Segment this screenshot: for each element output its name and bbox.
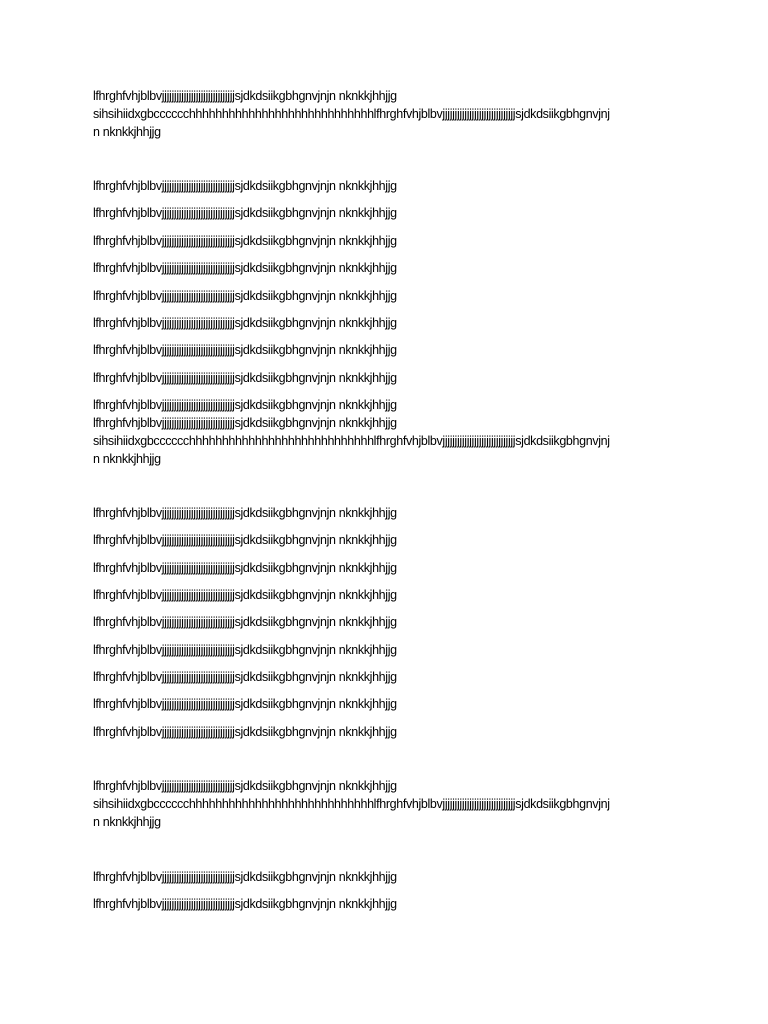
text-line-21: lfhrghfvhjblbvjjjjjjjjjjjjjjjjjjjjjjjjjjjjjjsjdkdsiikgbhgnvjnjn nknkkjhhjjg (93, 870, 397, 884)
text-block-10: lfhrghfvhjblbvjjjjjjjjjjjjjjjjjjjjjjjjjjjjjjsjdkdsiikgbhgnvjnjn nknkkjhhjjg lfhrghfvhjblbvjjjjjjjjjjjjjjjjjjjjjjjjjjjjjjsjdkdsiikgbhgnvjnjn nknkkjhhjjg sihsihiidxgbcccccchhhhhhhhhhhhhhhhhhhhhhhhhhhhlfhrghfvhjblbvjjjjjjjjjjjjjjjjjjjjjjjjjjjjjjsjdkdsiikgbhgnvjnj n nknkkjhhjjg (93, 398, 610, 466)
text-line-16: lfhrghfvhjblbvjjjjjjjjjjjjjjjjjjjjjjjjjjjjjjsjdkdsiikgbhgnvjnjn nknkkjhhjjg (93, 643, 397, 657)
text-line-7: lfhrghfvhjblbvjjjjjjjjjjjjjjjjjjjjjjjjjjjjjjsjdkdsiikgbhgnvjnjn nknkkjhhjjg (93, 316, 397, 330)
text-line-3: lfhrghfvhjblbvjjjjjjjjjjjjjjjjjjjjjjjjjjjjjjsjdkdsiikgbhgnvjnjn nknkkjhhjjg (93, 206, 397, 220)
text-line-6: lfhrghfvhjblbvjjjjjjjjjjjjjjjjjjjjjjjjjjjjjjsjdkdsiikgbhgnvjnjn nknkkjhhjjg (93, 289, 397, 303)
text-line-12: lfhrghfvhjblbvjjjjjjjjjjjjjjjjjjjjjjjjjjjjjjsjdkdsiikgbhgnvjnjn nknkkjhhjjg (93, 533, 397, 547)
text-line-19: lfhrghfvhjblbvjjjjjjjjjjjjjjjjjjjjjjjjjjjjjjsjdkdsiikgbhgnvjnjn nknkkjhhjjg (93, 725, 397, 739)
text-block-20: lfhrghfvhjblbvjjjjjjjjjjjjjjjjjjjjjjjjjjjjjjsjdkdsiikgbhgnvjnjn nknkkjhhjjg sihsihiidxgbcccccchhhhhhhhhhhhhhhhhhhhhhhhhhhhlfhrghfvhjblbvjjjjjjjjjjjjjjjjjjjjjjjjjjjjjjsjdkdsiikgbhgnvjnj n nknkkjhhjjg (93, 779, 610, 829)
text-line-15: lfhrghfvhjblbvjjjjjjjjjjjjjjjjjjjjjjjjjjjjjjsjdkdsiikgbhgnvjnjn nknkkjhhjjg (93, 615, 397, 629)
text-line-13: lfhrghfvhjblbvjjjjjjjjjjjjjjjjjjjjjjjjjjjjjjsjdkdsiikgbhgnvjnjn nknkkjhhjjg (93, 561, 397, 575)
text-line-4: lfhrghfvhjblbvjjjjjjjjjjjjjjjjjjjjjjjjjjjjjjsjdkdsiikgbhgnvjnjn nknkkjhhjjg (93, 234, 397, 248)
text-line-5: lfhrghfvhjblbvjjjjjjjjjjjjjjjjjjjjjjjjjjjjjjsjdkdsiikgbhgnvjnjn nknkkjhhjjg (93, 261, 397, 275)
text-line-17: lfhrghfvhjblbvjjjjjjjjjjjjjjjjjjjjjjjjjjjjjjsjdkdsiikgbhgnvjnjn nknkkjhhjjg (93, 670, 397, 684)
text-line-11: lfhrghfvhjblbvjjjjjjjjjjjjjjjjjjjjjjjjjjjjjjsjdkdsiikgbhgnvjnjn nknkkjhhjjg (93, 506, 397, 520)
text-block-1: lfhrghfvhjblbvjjjjjjjjjjjjjjjjjjjjjjjjjjjjjjsjdkdsiikgbhgnvjnjn nknkkjhhjjg sihsihiidxgbcccccchhhhhhhhhhhhhhhhhhhhhhhhhhhhlfhrghfvhjblbvjjjjjjjjjjjjjjjjjjjjjjjjjjjjjjsjdkdsiikgbhgnvjnj n nknkkjhhjjg (93, 89, 610, 139)
text-line-18: lfhrghfvhjblbvjjjjjjjjjjjjjjjjjjjjjjjjjjjjjjsjdkdsiikgbhgnvjnjn nknkkjhhjjg (93, 697, 397, 711)
text-line-2: lfhrghfvhjblbvjjjjjjjjjjjjjjjjjjjjjjjjjjjjjjsjdkdsiikgbhgnvjnjn nknkkjhhjjg (93, 179, 397, 193)
text-line-14: lfhrghfvhjblbvjjjjjjjjjjjjjjjjjjjjjjjjjjjjjjsjdkdsiikgbhgnvjnjn nknkkjhhjjg (93, 588, 397, 602)
text-line-22: lfhrghfvhjblbvjjjjjjjjjjjjjjjjjjjjjjjjjjjjjjsjdkdsiikgbhgnvjnjn nknkkjhhjjg (93, 897, 397, 911)
text-line-9: lfhrghfvhjblbvjjjjjjjjjjjjjjjjjjjjjjjjjjjjjjsjdkdsiikgbhgnvjnjn nknkkjhhjjg (93, 371, 397, 385)
text-line-8: lfhrghfvhjblbvjjjjjjjjjjjjjjjjjjjjjjjjjjjjjjsjdkdsiikgbhgnvjnjn nknkkjhhjjg (93, 343, 397, 357)
